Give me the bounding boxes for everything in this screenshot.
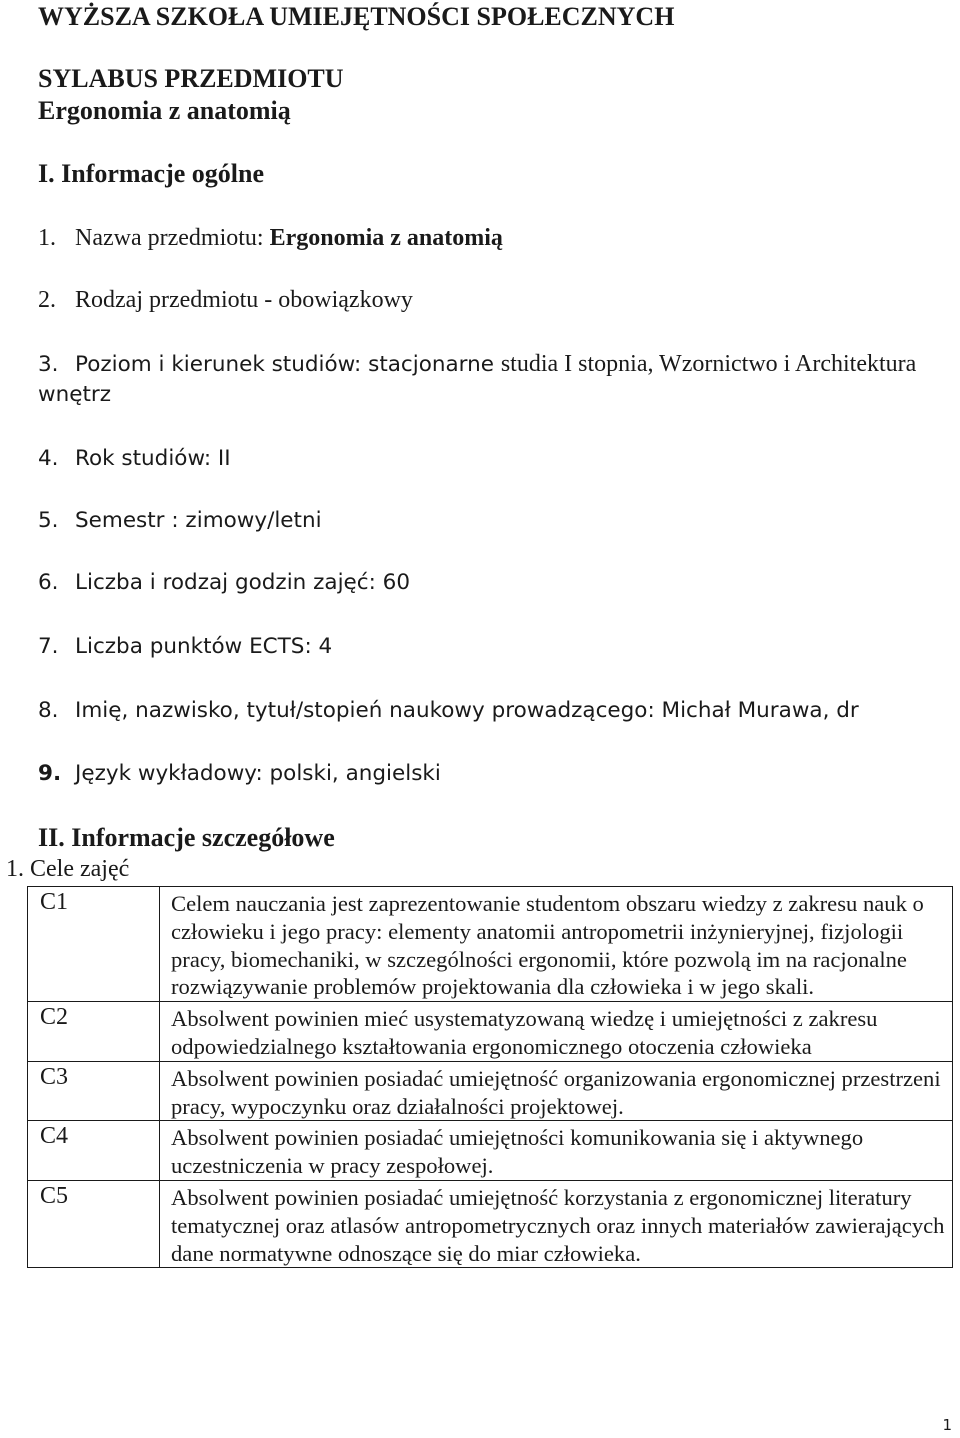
item-number: 6. bbox=[38, 570, 59, 595]
info-item-semester bbox=[38, 508, 322, 533]
goal-text: Absolwent powinien posiadać umiejętności komunikowania się i aktywnego uczestniczenia w pracy zespołowej. bbox=[171, 1125, 864, 1179]
goal-text-cell bbox=[160, 1180, 953, 1267]
goal-code: C4 bbox=[40, 1123, 69, 1150]
item-label: Liczba i rodzaj godzin zajęć: 60 bbox=[75, 570, 411, 595]
item-number: 1. bbox=[38, 225, 56, 251]
goal-code-cell bbox=[28, 887, 160, 1002]
goal-code: C3 bbox=[40, 1063, 69, 1090]
syllabus-heading: SYLABUS PRZEDMIOTU bbox=[38, 64, 344, 93]
info-item-study-level bbox=[38, 351, 916, 378]
table-row bbox=[28, 1180, 953, 1267]
section-detailed-title: II. Informacje szczegółowe bbox=[38, 823, 335, 852]
item-value: Ergonomia z anatomią bbox=[269, 225, 503, 251]
info-item-language bbox=[38, 761, 441, 786]
item-number: 2. bbox=[38, 287, 56, 313]
item-label: Poziom i kierunek studiów: stacjonarne bbox=[75, 352, 501, 377]
info-item-subject-name bbox=[38, 225, 503, 252]
info-item-year bbox=[38, 446, 231, 471]
goal-code: C1 bbox=[40, 889, 69, 915]
goal-code-cell bbox=[28, 1121, 160, 1181]
table-row bbox=[28, 1121, 953, 1181]
goal-code: C2 bbox=[40, 1004, 69, 1031]
item-number: 5. bbox=[38, 508, 59, 533]
item-label: Nazwa przedmiotu: bbox=[75, 225, 270, 251]
item-number: 4. bbox=[38, 446, 59, 471]
item-label: Liczba punktów ECTS: 4 bbox=[75, 634, 333, 659]
goal-text: Celem nauczania jest zaprezentowanie studentom obszaru wiedzy z zakresu nauk o człowieku i jego pracy: elementy anatomii antropometrii inżynieryjnej, fizjologii pracy, biomechaniki, w szczególności ergonomii, które pozwolą im na racjonalne rozwiązywanie problemów projektowania dla człowieka i w jego skali. bbox=[171, 891, 924, 1000]
goal-text-cell bbox=[160, 887, 953, 1002]
goal-text: Absolwent powinien posiadać umiejętność organizowania ergonomicznej przestrzeni pracy, wypoczynku oraz działalności projektowej. bbox=[171, 1065, 941, 1119]
item-label: Imię, nazwisko, tytuł/stopień naukowy prowadzącego: Michał Murawa, dr bbox=[75, 698, 859, 723]
item-number: 7. bbox=[38, 634, 59, 659]
info-item-subject-type bbox=[38, 287, 413, 314]
section-general-title: I. Informacje ogólne bbox=[38, 159, 265, 188]
item-number: 9. bbox=[38, 761, 62, 786]
goal-text: Absolwent powinien posiadać umiejętność korzystania z ergonomicznej literatury tematycznej oraz atlasów antropometrycznych oraz innych materiałów zawierających dane normatywne odnoszące się do miar człowieka. bbox=[171, 1184, 945, 1266]
goals-subheading: 1. Cele zajęć bbox=[6, 856, 130, 882]
item-label: Rodzaj przedmiotu - obowiązkowy bbox=[75, 287, 413, 313]
school-name: WYŻSZA SZKOŁA UMIEJĘTNOŚCI SPOŁECZNYCH bbox=[38, 2, 675, 31]
goal-code-cell bbox=[28, 1061, 160, 1121]
goal-text-cell bbox=[160, 1002, 953, 1062]
table-row bbox=[28, 887, 953, 1002]
goal-code-cell bbox=[28, 1002, 160, 1062]
goals-table bbox=[27, 886, 953, 1268]
goal-text: Absolwent powinien mieć usystematyzowaną wiedzę i umiejętności z zakresu odpowiedzialnego kształtowania ergonomicznego otoczenia człowieka bbox=[171, 1006, 878, 1059]
item-label: Semestr : zimowy/letni bbox=[75, 508, 322, 533]
item-label: Rok studiów: II bbox=[75, 446, 231, 471]
item-value: studia I stopnia, Wzornictwo i Architektura bbox=[500, 351, 917, 377]
info-item-ects bbox=[38, 634, 332, 659]
goal-code-cell bbox=[28, 1180, 160, 1267]
item-label: Język wykładowy: polski, angielski bbox=[75, 761, 441, 786]
info-item-hours bbox=[38, 570, 410, 595]
goal-text-cell bbox=[160, 1061, 953, 1121]
goal-text-cell bbox=[160, 1121, 953, 1181]
table-row bbox=[28, 1002, 953, 1062]
info-item-study-level-continued: wnętrz bbox=[38, 382, 111, 407]
info-item-lecturer bbox=[38, 698, 859, 723]
table-row bbox=[28, 1061, 953, 1121]
item-number: 3. bbox=[38, 352, 59, 377]
item-number: 8. bbox=[38, 698, 59, 723]
subject-heading: Ergonomia z anatomią bbox=[38, 96, 291, 125]
page-number: 1 bbox=[942, 1416, 952, 1434]
goal-code: C5 bbox=[40, 1182, 69, 1209]
